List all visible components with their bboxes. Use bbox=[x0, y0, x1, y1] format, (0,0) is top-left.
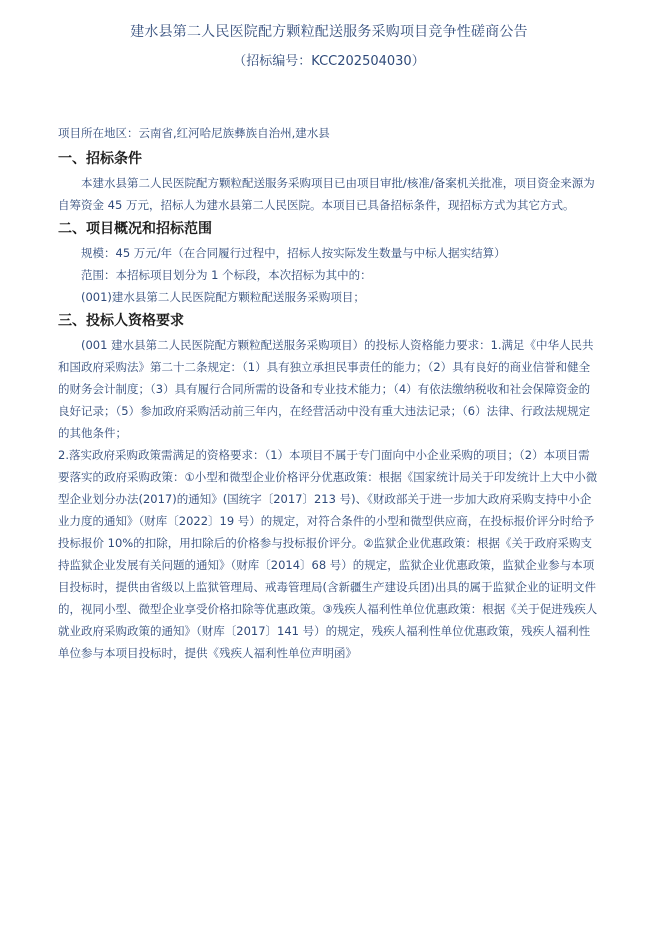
document-title: 建水县第二人民医院配方颗粒配送服务采购项目竞争性磋商公告 bbox=[130, 24, 528, 40]
qualification-paragraph-1: (001 建水县第二人民医院配方颗粒配送服务采购项目）的投标人资格能力要求：1.满足《中华人民共和国政府采购法》第二十二条规定：（1）具有独立承担民事责任的能力；（2）具有良好的商业信誉和健全的财务会计制度；（3）具有履行合同所需的设备和专业技术能力；（4）有依法缴纳税收和社会保障资金的良好记录；（5）参加政府采购活动前三年内，在经营活动中没有重大违法记录；（6）法律、行政法规规定的其他条件； bbox=[58, 338, 594, 440]
qualification-paragraph-2: 2.落实政府采购政策需满足的资格要求：（1）本项目不属于专门面向中小企业采购的项目；（2）本项目需要落实的政府采购政策：①小型和微型企业价格评分优惠政策：根据《国家统计局关于印发统计上大中小微型企业划分办法(2017)的通知》(国统字〔2017〕213 号)、《财政部关于进一步加大政府采购支持中小企业力度的通知》（财库〔2022〕19 号）的规定，对符合条件的小型和微型供应商，在投标报价评分时给予投标报价 10%的扣除，用扣除后的价格参与投标报价评分。②监狱企业优惠政策：根据《关于政府采购支持监狱企业发展有关问题的通知》（财库〔2014〕68 号）的规定，监狱企业优惠政策，监狱企业参与本项目投标时，提供由省级以上监狱管理局、戒毒管理局(含新疆生产建设兵团)出具的属于监狱企业的证明文件的，视同小型、微型企业享受价格扣除等优惠政策。③残疾人福利性单位优惠政策：根据《关于促进残疾人就业政府采购政策的通知》（财库〔2017〕141 号）的规定，残疾人福利性单位优惠政策，残疾人福利性单位参与本项目投标时，提供《残疾人福利性单位声明函》 bbox=[58, 448, 598, 660]
section-heading-project-overview: 二、项目概况和招标范围 bbox=[58, 221, 212, 237]
project-scale-paragraph: 规模：45 万元/年（在合同履行过程中，招标人按实际发生数量与中标人据实结算） bbox=[81, 246, 506, 260]
lot-paragraph: (001)建水县第二人民医院配方颗粒配送服务采购项目； bbox=[81, 290, 365, 304]
project-scope-paragraph: 范围：本招标项目划分为 1 个标段，本次招标为其中的： bbox=[81, 268, 372, 282]
document-body bbox=[58, 122, 600, 664]
section-heading-tender-conditions: 一、招标条件 bbox=[58, 151, 142, 167]
tender-number: （招标编号：KCC202504030） bbox=[233, 54, 425, 69]
section-heading-bidder-qualifications: 三、投标人资格要求 bbox=[58, 313, 184, 329]
project-location: 项目所在地区：云南省,红河哈尼族彝族自治州,建水县 bbox=[58, 126, 330, 140]
tender-conditions-paragraph: 本建水县第二人民医院配方颗粒配送服务采购项目已由项目审批/核准/备案机关批准，项目资金来源为自筹资金 45 万元，招标人为建水县第二人民医院。本项目已具备招标条件，现招标方式为其它方式。 bbox=[58, 176, 595, 212]
